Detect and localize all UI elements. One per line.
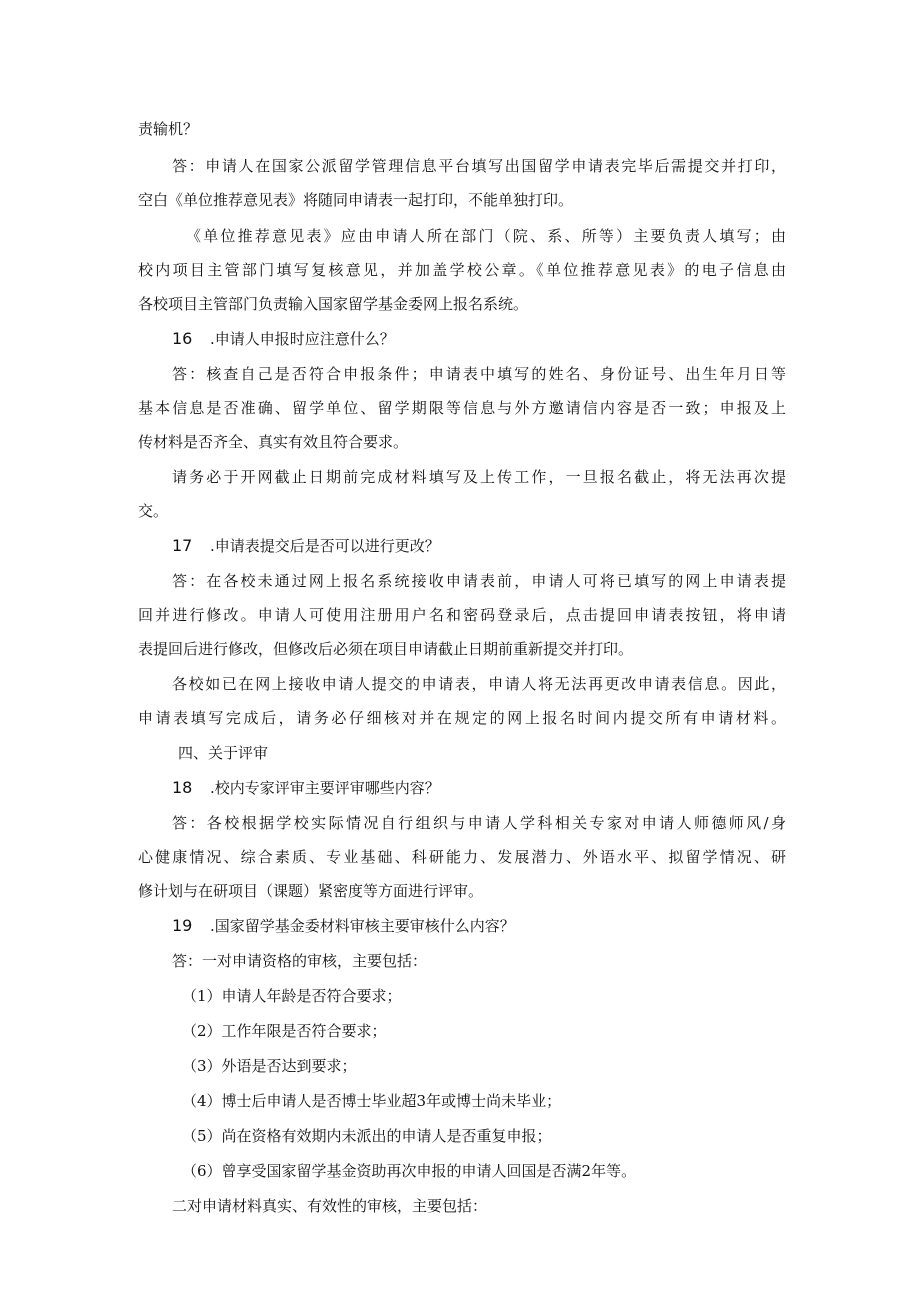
paragraph-line: 答：申请人在国家公派留学管理信息平台填写出国留学申请表完毕后需提交并打印，	[172, 157, 786, 175]
paragraph-line: 答：在各校未通过网上报名系统接收申请表前，申请人可将已填写的网上申请表提	[172, 572, 786, 590]
paragraph-line: 答：一对申请资格的审核，主要包括：	[172, 952, 428, 970]
paragraph-line: 各校项目主管部门负责输入国家留学基金委网上报名系统。	[138, 295, 529, 313]
paragraph-line: 责输机？	[138, 120, 199, 138]
section-heading: 四、关于评审	[178, 744, 269, 762]
question-text: .校内专家评审主要评审哪些内容？	[210, 779, 440, 797]
question-number: 17	[172, 536, 193, 555]
paragraph-line: 心健康情况、综合素质、专业基础、科研能力、发展潜力、外语水平、拟留学情况、研	[138, 848, 786, 866]
question-text: .申请表提交后是否可以进行更改？	[210, 537, 440, 555]
paragraph-line: 请务必于开网截止日期前完成材料填写及上传工作，一旦报名截止，将无法再次提	[172, 468, 786, 486]
paragraph-line: 答：核查自己是否符合申报条件；申请表中填写的姓名、身份证号、出生年月日等	[172, 365, 786, 383]
list-item: （4）博士后申请人是否博士毕业超3年或博士尚未毕业；	[182, 1092, 562, 1110]
paragraph-line: 交。	[138, 502, 169, 520]
list-item: （1）申请人年龄是否符合要求；	[182, 987, 402, 1005]
question-number: 16	[172, 329, 193, 348]
paragraph-line: 《单位推荐意见表》应由申请人所在部门（院、系、所等）主要负责人填写；由	[186, 227, 786, 245]
list-item: （5）尚在资格有效期内未派出的申请人是否重复申报；	[182, 1127, 552, 1145]
list-item: （6）曾享受国家留学基金资助再次申报的申请人回国是否满2年等。	[182, 1162, 637, 1180]
paragraph-line: 空白《单位推荐意见表》将随同申请表一起打印，不能单独打印。	[138, 191, 574, 209]
paragraph-line: 二对申请材料真实、有效性的审核，主要包括：	[172, 1197, 488, 1215]
question-number: 18	[172, 778, 193, 797]
paragraph-line: 回并进行修改。申请人可使用注册用户名和密码登录后，点击提回申请表按钮，将申请	[138, 606, 786, 624]
question-heading	[172, 916, 515, 936]
paragraph-line: 校内项目主管部门填写复核意见，并加盖学校公章。《单位推荐意见表》的电子信息由	[138, 261, 786, 279]
question-heading	[172, 536, 440, 556]
question-heading	[172, 329, 395, 349]
question-heading	[172, 778, 440, 798]
list-item: （3）外语是否达到要求；	[182, 1057, 357, 1075]
list-item: （2）工作年限是否符合要求；	[182, 1022, 387, 1040]
paragraph-line: 基本信息是否准确、留学单位、留学期限等信息与外方邀请信内容是否一致；申报及上	[138, 399, 786, 417]
paragraph-line: 各校如已在网上接收申请人提交的申请表，申请人将无法再更改申请表信息。因此，	[172, 675, 786, 693]
paragraph-line: 答：各校根据学校实际情况自行组织与申请人学科相关专家对申请人师德师风/身	[172, 814, 786, 832]
question-text: .申请人申报时应注意什么？	[210, 330, 395, 348]
question-number: 19	[172, 916, 193, 935]
paragraph-line: 申请表填写完成后，请务必仔细核对并在规定的网上报名时间内提交所有申请材料。	[138, 709, 786, 727]
paragraph-line: 修计划与在研项目（课题）紧密度等方面进行评审。	[138, 882, 484, 900]
paragraph-line: 表提回后进行修改，但修改后必须在项目申请截止日期前重新提交并打印。	[138, 640, 634, 658]
question-text: .国家留学基金委材料审核主要审核什么内容？	[210, 917, 515, 935]
paragraph-line: 传材料是否齐全、真实有效且符合要求。	[138, 433, 409, 451]
